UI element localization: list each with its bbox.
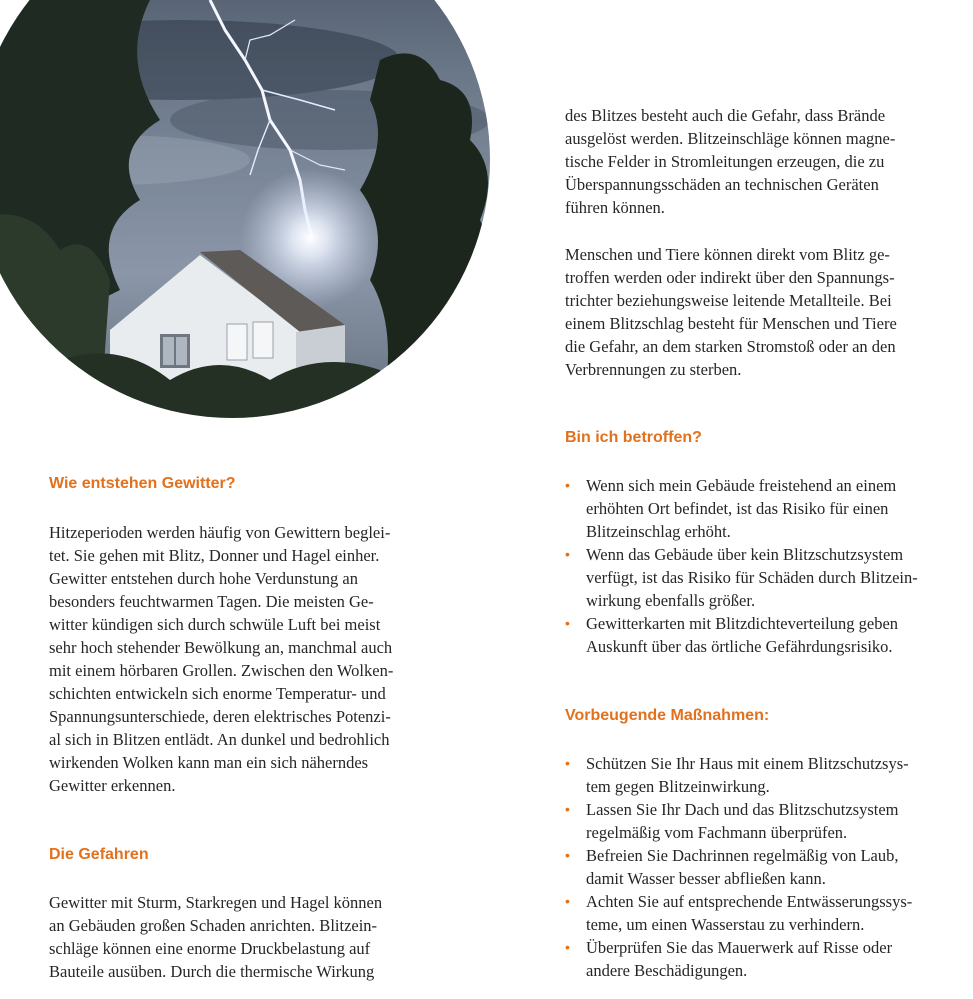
bullet-icon: • <box>565 615 570 631</box>
heading-vorbeugende-massnahmen: Vorbeugende Maßnahmen: <box>565 707 770 724</box>
bullet-icon: • <box>565 847 570 863</box>
heading-bin-ich-betroffen: Bin ich betroffen? <box>565 429 702 446</box>
paragraph-menschen-tiere: Menschen und Tiere können direkt vom Blitz ge- troffen werden oder indirekt über den Spannungs- trichter beziehungsweise leitende Metallteile. Bei einem Blitzschlag besteht für Menschen und Tiere die Gefahr, an dem starken Stromstoß oder an den Verbrennungen zu sterben. <box>565 245 897 379</box>
list-item: • Schützen Sie Ihr Haus mit einem Blitzschutzsys- tem gegen Blitzeinwirkung. <box>565 754 909 796</box>
bullet-icon: • <box>565 755 570 771</box>
list-item: • Gewitterkarten mit Blitzdichteverteilung geben Auskunft über das örtliche Gefährdungsrisiko. <box>565 614 899 656</box>
list-item: • Wenn das Gebäude über kein Blitzschutzsystem verfügt, ist das Risiko für Schäden durch Blitzein- wirkung ebenfalls größer. <box>565 545 918 610</box>
list-massnahmen <box>565 752 912 982</box>
list-betroffenheit <box>565 474 918 658</box>
list-item: • Wenn sich mein Gebäude freistehend an einem erhöhten Ort befindet, ist das Risiko für einen Blitzeinschlag erhöht. <box>565 476 897 541</box>
list-item: • Lassen Sie Ihr Dach und das Blitzschutzsystem regelmäßig vom Fachmann überprüfen. <box>565 800 899 842</box>
heading-wie-entstehen-gewitter: Wie entstehen Gewitter? <box>49 475 236 492</box>
bullet-icon: • <box>565 477 570 493</box>
heading-die-gefahren: Die Gefahren <box>49 846 149 863</box>
bullet-icon: • <box>565 801 570 817</box>
paragraph-gewitter-entstehung: Hitzeperioden werden häufig von Gewittern beglei- tet. Sie gehen mit Blitz, Donner und Hagel einher. Gewitter entstehen durch hohe Verdunstung an besonders feuchtwarmen Tagen. Die meisten Ge- witter kündigen sich durch schwüle Luft bei meist sehr hoch stehender Bewölkung an, manchmal auch mit einem hörbaren Grollen. Zwischen den Wolken- schichten entwickeln sich enorme Temperatur- und Spannungsunterschiede, deren elektrisches Potenzi- al sich in Blitzen entlädt. An dunkel und bedrohlich wirkenden Wolken kann man ein sich näherndes Gewitter erkennen. <box>49 523 394 795</box>
list-item: • Befreien Sie Dachrinnen regelmäßig von Laub, damit Wasser besser abfließen kann. <box>565 846 899 888</box>
list-item: • Achten Sie auf entsprechende Entwässerungssys- teme, um einen Wasserstau zu verhindern. <box>565 892 913 934</box>
bullet-icon: • <box>565 546 570 562</box>
list-item: • Überprüfen Sie das Mauerwerk auf Risse oder andere Beschädigungen. <box>565 938 893 980</box>
paragraph-gefahren: Gewitter mit Sturm, Starkregen und Hagel können an Gebäuden großen Schaden anrichten. Blitzein- schläge können eine enorme Druckbelastung auf Bauteile ausüben. Durch die thermische Wirkung <box>49 893 383 981</box>
bullet-icon: • <box>565 939 570 955</box>
lightning-house-photo <box>0 0 490 420</box>
paragraph-blitz-folgen: des Blitzes besteht auch die Gefahr, dass Brände ausgelöst werden. Blitzeinschläge können magne- tische Felder in Stromleitungen erzeugen, die zu Überspannungsschäden an technischen Geräten führen können. <box>565 106 896 217</box>
bullet-icon: • <box>565 893 570 909</box>
